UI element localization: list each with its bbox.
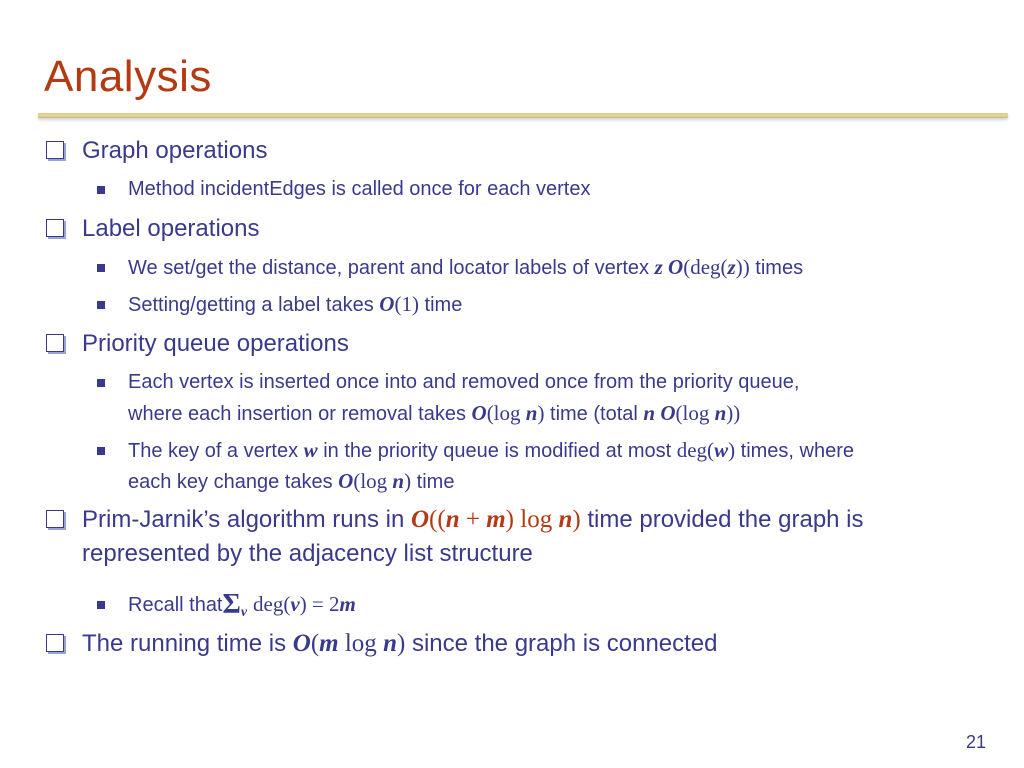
math-var-n: n xyxy=(714,401,727,425)
sub-bullet-text: time xyxy=(416,471,455,493)
square-bullet-icon xyxy=(97,379,105,387)
sub-bullet-text: Method incidentEdges is called once for each vertex xyxy=(128,178,591,200)
math-expr: ) xyxy=(572,506,581,533)
sub-bullet-key-modified xyxy=(128,435,854,467)
math-var-n: n xyxy=(445,506,460,533)
math-expr: ) xyxy=(537,401,545,425)
sub-bullet-incident-edges xyxy=(128,174,591,205)
bullet-label: since the graph is connected xyxy=(411,630,718,657)
bullet-label: Priority queue operations xyxy=(82,330,349,357)
sub-bullet-text: where each insertion or removal takes xyxy=(128,403,466,425)
math-var-w: w xyxy=(303,438,318,462)
bullet-graph-operations xyxy=(82,134,267,168)
sub-bullet-text: times xyxy=(755,257,804,279)
bullet-label: The running time is xyxy=(82,630,287,657)
math-expr: ) xyxy=(396,630,406,657)
sub-bullet-text: time xyxy=(424,294,463,316)
math-var-n: n xyxy=(525,401,538,425)
square-bullet-icon xyxy=(97,601,105,609)
sub-bullet-text: Setting/getting a label takes xyxy=(128,294,374,316)
math-log: (log xyxy=(675,401,710,425)
sub-bullet-text: We set/get the distance, parent and locator labels of vertex xyxy=(128,257,650,279)
math-expr: )) xyxy=(726,401,741,425)
math-expr: (deg( xyxy=(683,255,728,279)
sub-bullet-insert-remove-cont xyxy=(128,398,740,430)
math-expr: (( xyxy=(429,506,446,533)
sub-bullet-text: each key change takes xyxy=(128,471,333,493)
math-big-o: O xyxy=(379,292,395,316)
math-deg: deg( xyxy=(253,592,291,616)
bullet-prim-jarnik xyxy=(82,503,864,537)
math-var-n: n xyxy=(558,506,573,533)
sub-bullet-insert-remove xyxy=(128,367,799,398)
sub-bullet-text: times, where xyxy=(740,440,855,462)
math-var-z: z xyxy=(727,255,736,279)
math-big-o: O xyxy=(292,630,311,657)
math-big-o: O xyxy=(471,401,487,425)
math-big-o: O xyxy=(410,506,430,533)
bullet-label: time provided the graph is xyxy=(587,506,864,533)
bullet-label: Label operations xyxy=(82,215,260,242)
math-var-m: m xyxy=(486,506,506,533)
math-var-n: n xyxy=(383,630,397,657)
bullet-label: represented by the adjacency list structure xyxy=(82,540,533,567)
math-sigma: Σ xyxy=(222,589,241,620)
square-bullet-icon xyxy=(97,447,105,455)
math-var-n: n xyxy=(643,401,656,425)
math-expr: ) = 2 xyxy=(299,592,340,616)
checkbox-bullet-icon xyxy=(46,219,64,237)
math-plus: + xyxy=(459,506,487,533)
square-bullet-icon xyxy=(97,264,105,272)
math-expr: ) xyxy=(728,438,736,462)
sub-bullet-set-get-labels xyxy=(128,252,803,284)
slide-title: Analysis xyxy=(44,52,212,101)
math-var-m: m xyxy=(319,630,339,657)
checkbox-bullet-icon xyxy=(46,510,64,528)
title-divider xyxy=(38,113,1008,118)
bullet-label: Graph operations xyxy=(82,137,268,164)
bullet-priority-queue-operations xyxy=(82,327,349,361)
page-number: 21 xyxy=(965,732,986,752)
bullet-label-operations xyxy=(82,212,259,246)
math-expr: )) xyxy=(735,255,750,279)
math-expr: (1) xyxy=(394,292,419,316)
math-var-z: z xyxy=(654,255,663,279)
math-big-o: O xyxy=(338,469,354,493)
square-bullet-icon xyxy=(97,301,105,309)
math-var-v: v xyxy=(290,592,300,616)
math-log: log xyxy=(514,506,559,533)
math-log: (log xyxy=(486,401,521,425)
sub-bullet-text: The key of a vertex xyxy=(128,440,299,462)
sub-bullet-text: time (total xyxy=(550,403,638,425)
bullet-running-time xyxy=(82,627,718,661)
math-expr: ) xyxy=(404,469,412,493)
sub-bullet-key-modified-cont xyxy=(128,466,454,498)
math-sub-v: v xyxy=(240,605,248,620)
sub-bullet-text: in the priority queue is modified at most xyxy=(323,440,672,462)
math-expr: ) xyxy=(505,506,514,533)
square-bullet-icon xyxy=(97,186,105,194)
math-expr: ( xyxy=(310,630,320,657)
sub-bullet-label-time xyxy=(128,289,462,321)
checkbox-bullet-icon xyxy=(46,141,64,159)
sub-bullet-text: Each vertex is inserted once into and removed once from the priority queue, xyxy=(128,371,800,393)
math-var-n: n xyxy=(392,469,405,493)
sub-bullet-recall-sum xyxy=(128,589,356,628)
checkbox-bullet-icon xyxy=(46,634,64,652)
math-log: log xyxy=(338,630,384,657)
math-big-o: O xyxy=(668,255,684,279)
checkbox-bullet-icon xyxy=(46,334,64,352)
math-deg: deg( xyxy=(676,438,715,462)
math-var-m: m xyxy=(339,592,356,616)
bullet-label: Prim-Jarnik’s algorithm runs in xyxy=(82,506,405,533)
bullet-prim-jarnik-cont xyxy=(82,537,533,571)
math-log: (log xyxy=(353,469,388,493)
sub-bullet-text: Recall that xyxy=(128,594,223,616)
math-big-o: O xyxy=(660,401,676,425)
math-var-w: w xyxy=(714,438,729,462)
